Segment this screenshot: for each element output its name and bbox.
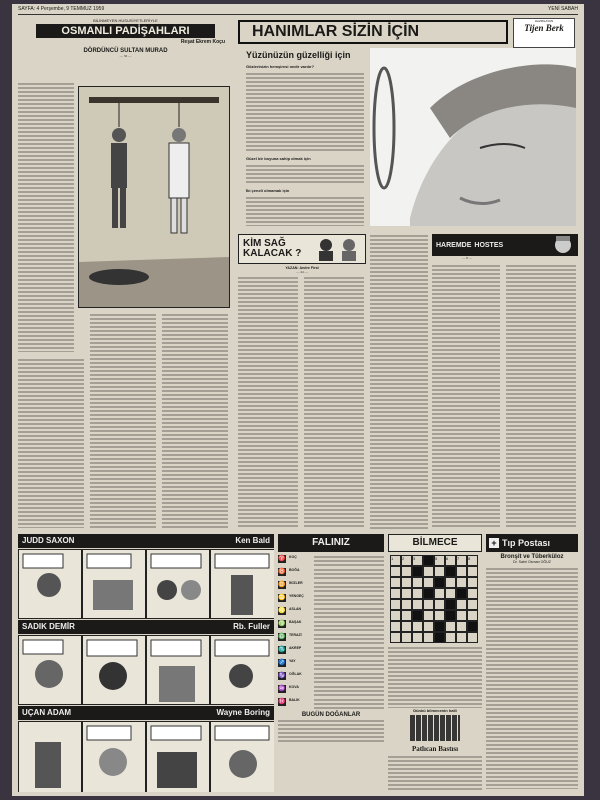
text-column <box>162 313 228 528</box>
zodiac-label: BOĞA <box>289 568 300 572</box>
leo-icon: ♌ <box>278 607 286 614</box>
crossword-cell <box>412 566 423 577</box>
subhead-1: Gözlerinizin hemşiresi nedir vardır? <box>246 64 315 69</box>
text-column <box>246 72 364 152</box>
crossword-cell: 6 <box>445 555 456 566</box>
crossword-cell <box>390 610 401 621</box>
crossword-cell <box>445 610 456 621</box>
crossword-cell <box>467 588 478 599</box>
crossword-cell: 1 <box>390 555 401 566</box>
text-column <box>18 82 74 352</box>
comic-title: SADIK DEMİR <box>22 622 75 631</box>
zodiac-item <box>278 568 384 580</box>
crossword-cell: 8 <box>467 555 478 566</box>
crossword-cell <box>401 577 412 588</box>
crossword-cell <box>445 599 456 610</box>
crossword-cell <box>445 577 456 588</box>
crossword-cell <box>434 610 445 621</box>
zodiac-label: BALIK <box>289 698 300 702</box>
tip-subtitle: Bronşit ve Tüberküloz <box>500 554 564 560</box>
aries-icon: ♈ <box>278 555 286 562</box>
gemini-icon: ♊ <box>278 581 286 588</box>
tip-header <box>486 534 578 552</box>
zodiac-item <box>278 646 384 658</box>
text-column <box>90 313 156 528</box>
crossword-cell <box>401 621 412 632</box>
comic-title-bar <box>18 534 274 548</box>
comic-panel <box>210 721 274 792</box>
crossword-cell <box>445 566 456 577</box>
zodiac-item <box>278 672 384 684</box>
aquarius-icon: ♒ <box>278 685 286 692</box>
crossword-cell <box>456 599 467 610</box>
padisahlar-article <box>18 18 233 530</box>
hanimlar-article <box>238 18 578 230</box>
zodiac-item <box>278 581 384 593</box>
crossword-cell <box>456 610 467 621</box>
subhead-2: Güzel bir boyuna sahip olmak için <box>246 156 311 161</box>
haremde-title2: HOSTES <box>474 241 504 249</box>
text-column <box>432 264 500 528</box>
text-column <box>506 264 576 528</box>
comic-title: JUDD SAXON <box>22 536 75 545</box>
zodiac-item <box>278 607 384 619</box>
zodiac-label: KOVA <box>289 685 299 689</box>
tip-title: Tıp Postası <box>502 538 551 548</box>
comic-title: UÇAN ADAM <box>22 708 72 717</box>
crossword-cell <box>423 566 434 577</box>
crossword-cell <box>456 577 467 588</box>
zodiac-item <box>278 620 384 632</box>
text-column <box>486 567 578 789</box>
zodiac-label: YENGEÇ <box>289 594 304 598</box>
padisahlar-episode: — 36 — <box>119 54 132 58</box>
text-column <box>370 234 428 530</box>
crossword-cell <box>423 599 434 610</box>
comic-title-bar <box>18 706 274 720</box>
crossword-cell <box>456 588 467 599</box>
bilmece-title: BİLMECE <box>388 534 482 552</box>
crossword-cell <box>445 621 456 632</box>
subhead-3: İki çeneli olmamak için <box>246 188 290 193</box>
text-column <box>388 755 482 792</box>
taurus-icon: ♉ <box>278 568 286 575</box>
crossword-cell <box>434 577 445 588</box>
zodiac-item <box>278 659 384 671</box>
comic-panel <box>18 721 82 792</box>
kimsag-author: YAZAN: Andre First <box>285 266 319 270</box>
cancer-icon: ♋ <box>278 594 286 601</box>
comic-panel <box>210 549 274 619</box>
padisahlar-kicker: BİLİNMEYEN HUSUSİYETLERİYLE <box>93 18 158 23</box>
crossword-cell <box>423 632 434 643</box>
zodiac-label: TERAZİ <box>289 633 302 637</box>
pisces-icon: ♓ <box>278 698 286 705</box>
hanimlar-banner: HANIMLAR SİZİN İÇİN <box>238 20 508 44</box>
badge-kicker: HAZIRLAYAN <box>534 19 554 23</box>
crossword-cell: 4 <box>423 555 434 566</box>
comic-panel <box>210 635 274 705</box>
zodiac-item <box>278 555 384 567</box>
virgo-icon: ♍ <box>278 620 286 627</box>
crossword-cell <box>390 621 401 632</box>
zodiac-label: OĞLAK <box>289 672 302 676</box>
comic-panel <box>82 635 146 705</box>
text-column <box>246 196 364 226</box>
haremde-article <box>432 234 578 530</box>
zodiac-item <box>278 594 384 606</box>
comic-panel <box>82 549 146 619</box>
crossword-cell <box>467 599 478 610</box>
haremde-title: HAREMDE <box>436 241 472 249</box>
libra-icon: ♎ <box>278 633 286 640</box>
crossword-cell <box>467 566 478 577</box>
crossword-cell <box>401 632 412 643</box>
comic-panel <box>146 721 210 792</box>
crossword-cell <box>434 599 445 610</box>
crossword-cell <box>434 632 445 643</box>
crossword-cell <box>390 566 401 577</box>
comic-panel <box>82 721 146 792</box>
crossword-cell <box>423 577 434 588</box>
crossword-cell <box>456 632 467 643</box>
crossword-cell <box>390 588 401 599</box>
crossword-cell <box>412 588 423 599</box>
crossword-cell: 5 <box>434 555 445 566</box>
crossword-cell <box>401 599 412 610</box>
crossword-grid <box>390 555 480 643</box>
text-column <box>304 276 364 528</box>
crossword-cell <box>445 632 456 643</box>
comic-panel <box>146 635 210 705</box>
hostess-illustration <box>552 235 574 255</box>
text-column <box>18 358 84 528</box>
author-badge <box>513 18 575 48</box>
padisahlar-title: OSMANLI PADİŞAHLARI <box>36 24 215 38</box>
crossword-cell: 7 <box>456 555 467 566</box>
comic-panel <box>146 549 210 619</box>
text-column <box>246 164 364 184</box>
kimsag-illustration <box>311 237 361 261</box>
kimsag-title: KİM SAĞ KALACAK ? <box>243 238 302 259</box>
crossword-cell <box>423 610 434 621</box>
text-column <box>238 276 298 528</box>
crossword-cell <box>434 588 445 599</box>
zodiac-item <box>278 633 384 645</box>
sagittarius-icon: ♐ <box>278 659 286 666</box>
crossword-cell <box>423 588 434 599</box>
crossword-cell <box>467 610 478 621</box>
header-right: YENİ SABAH <box>547 6 578 12</box>
crossword-cell <box>412 599 423 610</box>
crossword-cell <box>390 632 401 643</box>
crossword-cell <box>412 621 423 632</box>
crossword-cell <box>401 566 412 577</box>
capricorn-icon: ♑ <box>278 672 286 679</box>
kimsag-header <box>238 234 366 264</box>
crossword-cell <box>456 621 467 632</box>
page-header <box>18 6 578 15</box>
tip-postasi-section <box>486 534 578 792</box>
crossword-cell <box>401 588 412 599</box>
crossword-cell <box>412 610 423 621</box>
hanimlar-headline: Yüzünüzün güzelliği için <box>246 50 351 60</box>
crossword-cell <box>390 599 401 610</box>
zodiac-label: KOÇ <box>289 555 297 559</box>
crossword-cell <box>467 577 478 588</box>
crossword-cell <box>434 566 445 577</box>
zodiac-label: ASLAN <box>289 607 302 611</box>
comic-panel <box>18 549 82 619</box>
crossword-cell <box>467 632 478 643</box>
comics-section <box>18 534 274 792</box>
padisahlar-chapter: DÖRDÜNCÜ SULTAN MURAD <box>83 48 168 54</box>
crossword-cell: 3 <box>412 555 423 566</box>
zodiac-list <box>278 552 384 710</box>
comic-panel <box>18 635 82 705</box>
comic-title-bar <box>18 620 274 634</box>
kimsag-episode: — 44 — <box>296 270 308 274</box>
zodiac-item <box>278 698 384 710</box>
crossword-cell <box>401 610 412 621</box>
haremde-episode: — 8 — <box>461 256 473 260</box>
crossword-cell <box>445 588 456 599</box>
crossword-cell <box>390 577 401 588</box>
comic-artist: Rb. Fuller <box>233 622 270 631</box>
comic-artist: Wayne Boring <box>216 708 270 717</box>
badge-name: Tijen Berk <box>524 23 564 33</box>
crossword-cell <box>412 577 423 588</box>
text-column <box>388 646 482 708</box>
crossword-cell <box>456 566 467 577</box>
faliniz-section <box>278 534 384 792</box>
haremde-header <box>432 234 578 256</box>
zodiac-label: AKREP <box>289 646 302 650</box>
zodiac-label: YAY <box>289 659 296 663</box>
zodiac-label: İKİZLER <box>289 581 303 585</box>
header-left: SAYFA: 4 Perşembe, 9 TEMMUZ 1959 <box>18 6 105 12</box>
crossword-cell: 2 <box>401 555 412 566</box>
comic-artist: Ken Bald <box>235 536 270 545</box>
scorpio-icon: ♏ <box>278 646 286 653</box>
hanging-illustration <box>78 86 230 308</box>
kimsag-article <box>238 234 366 530</box>
bilmece-section <box>388 534 482 792</box>
answer-grid <box>410 715 460 741</box>
tip-author: Dr. Sabri Osman OĞUZ <box>513 560 551 564</box>
woman-face-photo <box>370 48 576 226</box>
puzzle-title: Patlıcan Bastısı <box>411 745 459 753</box>
newspaper-page <box>12 4 584 796</box>
zodiac-item <box>278 685 384 697</box>
crossword-cell <box>434 621 445 632</box>
padisahlar-author: Reşat Ekrem Koçu <box>180 39 225 45</box>
medical-cross-icon: + <box>489 538 499 548</box>
text-column <box>278 719 384 743</box>
bilmece-answer-title: Dünkü bilmecenin halli <box>413 708 457 713</box>
crossword-cell <box>467 621 478 632</box>
bugun-doganlar-title: BUGÜN DOĞANLAR <box>301 712 361 718</box>
zodiac-label: BAŞAK <box>289 620 302 624</box>
crossword-cell <box>423 621 434 632</box>
faliniz-title: FALINIZ <box>278 534 384 552</box>
crossword-cell <box>412 632 423 643</box>
